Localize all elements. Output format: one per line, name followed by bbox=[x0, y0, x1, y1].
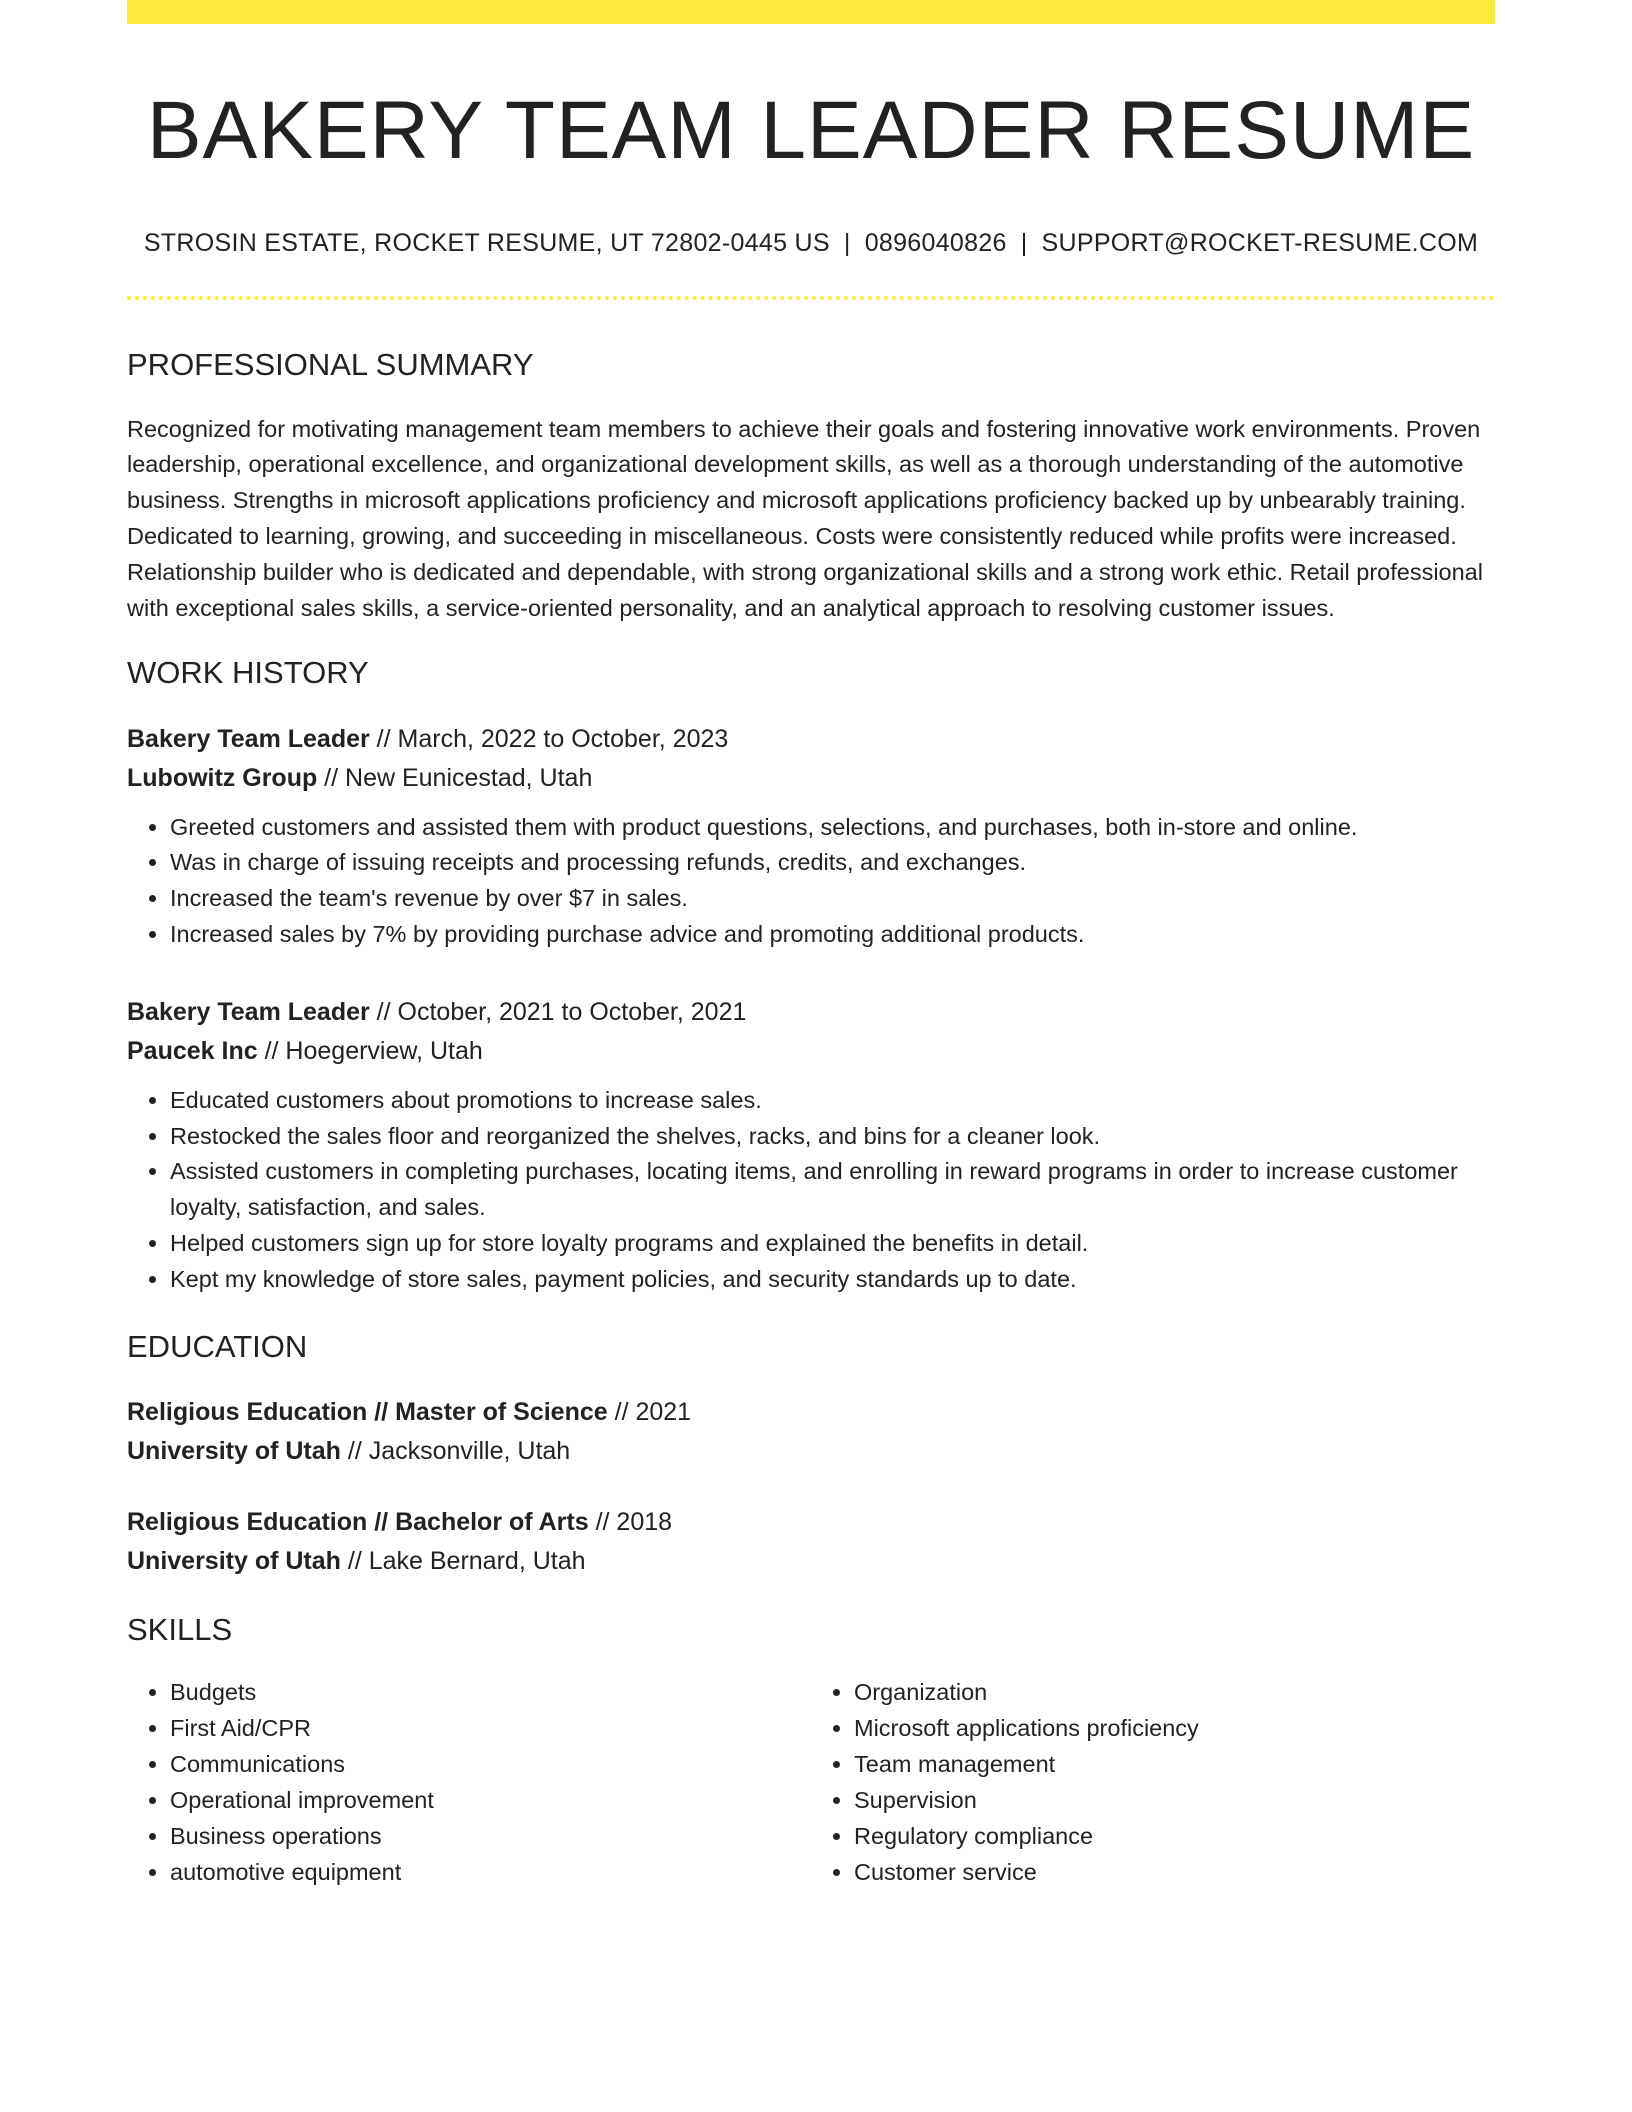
education-school: University of Utah bbox=[127, 1546, 341, 1575]
education-school-line bbox=[127, 1432, 1495, 1471]
job-dates: // March, 2022 to October, 2023 bbox=[369, 724, 729, 753]
accent-top-bar bbox=[127, 0, 1495, 24]
job-bullets bbox=[127, 1083, 1495, 1298]
summary-text: Recognized for motivating management team members to achieve their goals and fostering innovative work environments. Proven leadership, operational excellence, and organizational development skills, as well as a thorough understanding of the automotive business. Strengths in microsoft applications proficiency and microsoft applications proficiency backed up by unbearably training. Dedicated to learning, growing, and succeeding in miscellaneous. Costs were consistently reduced while profits were increased. Relationship builder who is dedicated and dependable, with strong organizational skills and a strong work ethic. Retail professional with exceptional sales skills, a service-oriented personality, and an analytical approach to resolving customer issues. bbox=[127, 415, 1483, 621]
skills-heading: SKILLS bbox=[127, 1611, 233, 1647]
job-company-line bbox=[127, 759, 1495, 798]
job-bullet: • Assisted customers in completing purchases, locating items, and enrolling in reward programs in order to increase customer loyalty, satisfaction, and sales. bbox=[170, 1154, 1495, 1226]
skill-item: • Customer service bbox=[854, 1854, 1495, 1890]
skill-item: • Microsoft applications proficiency bbox=[854, 1710, 1495, 1746]
education-degree-line bbox=[127, 1503, 1495, 1542]
job-company: Paucek Inc bbox=[127, 1036, 258, 1065]
education-location: // Jacksonville, Utah bbox=[340, 1436, 571, 1465]
job-bullet: • Increased the team's revenue by over $7 in sales. bbox=[170, 881, 1495, 917]
contact-separator: | bbox=[843, 229, 851, 258]
dotted-divider bbox=[127, 296, 1495, 300]
job-title: Bakery Team Leader bbox=[127, 997, 370, 1026]
job-entry bbox=[127, 993, 1495, 1298]
resume-title: BAKERY TEAM LEADER RESUME bbox=[146, 85, 1476, 176]
skill-item: • Organization bbox=[854, 1674, 1495, 1710]
skill-item: • Business operations bbox=[170, 1818, 811, 1854]
education-school: University of Utah bbox=[127, 1436, 341, 1465]
job-entry bbox=[127, 720, 1495, 953]
contact-separator: | bbox=[1020, 229, 1028, 258]
job-title-line bbox=[127, 993, 1495, 1032]
job-company: Lubowitz Group bbox=[127, 763, 318, 792]
resume-content bbox=[127, 24, 1495, 1890]
job-dates: // October, 2021 to October, 2021 bbox=[369, 997, 747, 1026]
contact-address: STROSIN ESTATE, ROCKET RESUME, UT 72802-0445 US bbox=[143, 229, 830, 258]
skills-list-right bbox=[811, 1674, 1495, 1890]
education-entry bbox=[127, 1503, 1495, 1581]
contact-email: SUPPORT@ROCKET-RESUME.COM bbox=[1041, 229, 1479, 258]
education-school-line bbox=[127, 1542, 1495, 1581]
skill-item: • automotive equipment bbox=[170, 1854, 811, 1890]
job-bullet: • Increased sales by 7% by providing purchase advice and promoting additional products. bbox=[170, 917, 1495, 953]
education-location: // Lake Bernard, Utah bbox=[340, 1546, 586, 1575]
summary-heading: PROFESSIONAL SUMMARY bbox=[127, 347, 534, 383]
education-entry bbox=[127, 1393, 1495, 1471]
skill-item: • Communications bbox=[170, 1746, 811, 1782]
skill-item: • First Aid/CPR bbox=[170, 1710, 811, 1746]
skill-item: • Team management bbox=[854, 1746, 1495, 1782]
skills-list-left bbox=[127, 1674, 811, 1890]
education-degree: Religious Education // Master of Science bbox=[127, 1397, 608, 1426]
job-bullet: • Restocked the sales floor and reorganized the shelves, racks, and bins for a cleaner look. bbox=[170, 1119, 1495, 1155]
job-title: Bakery Team Leader bbox=[127, 724, 370, 753]
job-location: // New Eunicestad, Utah bbox=[317, 763, 593, 792]
job-title-line bbox=[127, 720, 1495, 759]
job-bullets bbox=[127, 810, 1495, 953]
job-location: // Hoegerview, Utah bbox=[257, 1036, 483, 1065]
skill-item: • Budgets bbox=[170, 1674, 811, 1710]
work-history-heading: WORK HISTORY bbox=[127, 655, 369, 691]
skills-columns bbox=[127, 1674, 1495, 1890]
skill-item: • Operational improvement bbox=[170, 1782, 811, 1818]
contact-line bbox=[127, 228, 1495, 258]
job-bullet: • Kept my knowledge of store sales, payment policies, and security standards up to date. bbox=[170, 1262, 1495, 1298]
contact-phone: 0896040826 bbox=[864, 229, 1007, 258]
education-degree: Religious Education // Bachelor of Arts bbox=[127, 1507, 589, 1536]
job-bullet: • Greeted customers and assisted them with product questions, selections, and purchases, both in-store and online. bbox=[170, 810, 1495, 846]
job-bullet: • Helped customers sign up for store loyalty programs and explained the benefits in detail. bbox=[170, 1226, 1495, 1262]
job-bullet: • Educated customers about promotions to increase sales. bbox=[170, 1083, 1495, 1119]
skill-item: • Regulatory compliance bbox=[854, 1818, 1495, 1854]
education-degree-line bbox=[127, 1393, 1495, 1432]
job-bullet: • Was in charge of issuing receipts and processing refunds, credits, and exchanges. bbox=[170, 845, 1495, 881]
education-year: // 2021 bbox=[607, 1397, 692, 1426]
education-year: // 2018 bbox=[588, 1507, 673, 1536]
education-heading: EDUCATION bbox=[127, 1328, 308, 1364]
skill-item: • Supervision bbox=[854, 1782, 1495, 1818]
job-company-line bbox=[127, 1032, 1495, 1071]
